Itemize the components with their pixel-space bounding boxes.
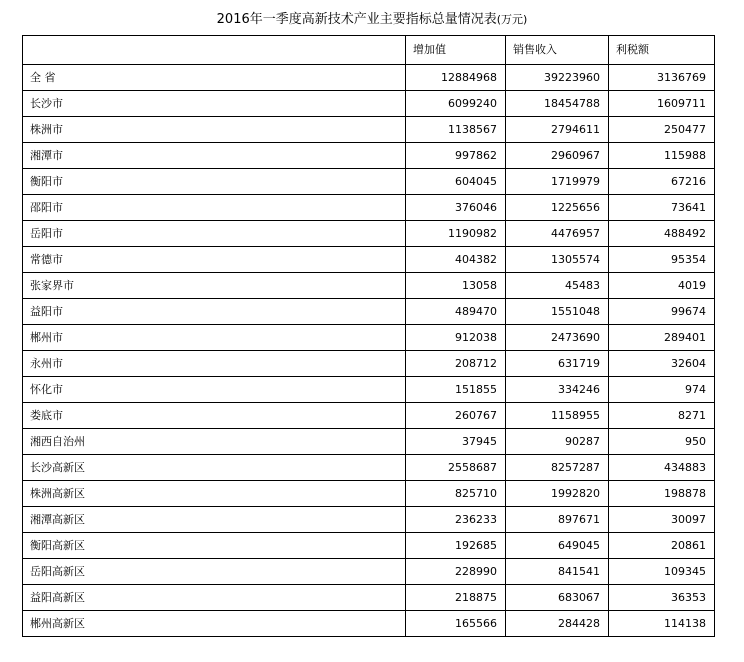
table-row [23, 195, 715, 221]
value-added-cell: 218875 [406, 585, 506, 611]
taxes-cell: 115988 [609, 143, 715, 169]
table-row [23, 585, 715, 611]
region-name-cell: 益阳高新区 [23, 585, 406, 611]
region-name-cell: 衡阳高新区 [23, 533, 406, 559]
value-added-cell: 151855 [406, 377, 506, 403]
sales-revenue-cell: 841541 [506, 559, 609, 585]
sales-revenue-cell: 897671 [506, 507, 609, 533]
value-added-cell: 1138567 [406, 117, 506, 143]
value-added-cell: 37945 [406, 429, 506, 455]
region-name-cell: 邵阳市 [23, 195, 406, 221]
region-name-cell: 怀化市 [23, 377, 406, 403]
region-name-cell: 益阳市 [23, 299, 406, 325]
value-added-cell: 12884968 [406, 65, 506, 91]
sales-revenue-cell: 8257287 [506, 455, 609, 481]
region-name-cell: 郴州市 [23, 325, 406, 351]
table-row [23, 247, 715, 273]
taxes-cell: 974 [609, 377, 715, 403]
table-row [23, 221, 715, 247]
value-added-cell: 997862 [406, 143, 506, 169]
value-added-cell: 604045 [406, 169, 506, 195]
taxes-cell: 4019 [609, 273, 715, 299]
table-row [23, 117, 715, 143]
sales-revenue-cell: 2794611 [506, 117, 609, 143]
sales-revenue-cell: 1225656 [506, 195, 609, 221]
region-name-cell: 湘西自治州 [23, 429, 406, 455]
sales-revenue-cell: 1551048 [506, 299, 609, 325]
taxes-cell: 32604 [609, 351, 715, 377]
table-row [23, 507, 715, 533]
taxes-cell: 30097 [609, 507, 715, 533]
taxes-cell: 198878 [609, 481, 715, 507]
value-added-cell: 13058 [406, 273, 506, 299]
table-title [0, 12, 744, 28]
header-cell-region [23, 36, 406, 65]
region-name-cell: 岳阳高新区 [23, 559, 406, 585]
table-row [23, 559, 715, 585]
value-added-cell: 2558687 [406, 455, 506, 481]
value-added-cell: 165566 [406, 611, 506, 637]
region-name-cell: 衡阳市 [23, 169, 406, 195]
sales-revenue-cell: 284428 [506, 611, 609, 637]
header-cell-sales-revenue: 销售收入 [506, 36, 609, 65]
sales-revenue-cell: 18454788 [506, 91, 609, 117]
header-cell-value-added: 增加值 [406, 36, 506, 65]
value-added-cell: 6099240 [406, 91, 506, 117]
value-added-cell: 376046 [406, 195, 506, 221]
region-name-cell: 株洲高新区 [23, 481, 406, 507]
region-name-cell: 株洲市 [23, 117, 406, 143]
table-row [23, 91, 715, 117]
taxes-cell: 73641 [609, 195, 715, 221]
sales-revenue-cell: 334246 [506, 377, 609, 403]
value-added-cell: 404382 [406, 247, 506, 273]
taxes-cell: 488492 [609, 221, 715, 247]
taxes-cell: 3136769 [609, 65, 715, 91]
value-added-cell: 228990 [406, 559, 506, 585]
table-row [23, 273, 715, 299]
sales-revenue-cell: 683067 [506, 585, 609, 611]
table-row [23, 455, 715, 481]
sales-revenue-cell: 2473690 [506, 325, 609, 351]
sales-revenue-cell: 1992820 [506, 481, 609, 507]
table-row [23, 299, 715, 325]
unit-label: (万元) [496, 13, 528, 26]
taxes-cell: 289401 [609, 325, 715, 351]
table-row [23, 403, 715, 429]
value-added-cell: 825710 [406, 481, 506, 507]
sales-revenue-cell: 1305574 [506, 247, 609, 273]
taxes-cell: 950 [609, 429, 715, 455]
taxes-cell: 36353 [609, 585, 715, 611]
table-row [23, 429, 715, 455]
header-row [23, 36, 715, 65]
taxes-cell: 1609711 [609, 91, 715, 117]
taxes-cell: 114138 [609, 611, 715, 637]
table-row [23, 169, 715, 195]
region-name-cell: 湘潭高新区 [23, 507, 406, 533]
value-added-cell: 260767 [406, 403, 506, 429]
header-cell-taxes: 利税额 [609, 36, 715, 65]
value-added-cell: 912038 [406, 325, 506, 351]
taxes-cell: 109345 [609, 559, 715, 585]
region-name-cell: 长沙高新区 [23, 455, 406, 481]
taxes-cell: 99674 [609, 299, 715, 325]
sales-revenue-cell: 4476957 [506, 221, 609, 247]
sales-revenue-cell: 631719 [506, 351, 609, 377]
value-added-cell: 489470 [406, 299, 506, 325]
table-row [23, 533, 715, 559]
taxes-cell: 20861 [609, 533, 715, 559]
table-row [23, 65, 715, 91]
table-row [23, 143, 715, 169]
sales-revenue-cell: 2960967 [506, 143, 609, 169]
taxes-cell: 67216 [609, 169, 715, 195]
sales-revenue-cell: 90287 [506, 429, 609, 455]
region-name-cell: 娄底市 [23, 403, 406, 429]
region-name-cell: 永州市 [23, 351, 406, 377]
table-row [23, 611, 715, 637]
value-added-cell: 236233 [406, 507, 506, 533]
title-text: 2016年一季度高新技术产业主要指标总量情况表 [216, 12, 497, 27]
region-name-cell: 湘潭市 [23, 143, 406, 169]
taxes-cell: 250477 [609, 117, 715, 143]
region-name-cell: 岳阳市 [23, 221, 406, 247]
taxes-cell: 95354 [609, 247, 715, 273]
value-added-cell: 1190982 [406, 221, 506, 247]
sales-revenue-cell: 39223960 [506, 65, 609, 91]
indicator-table [22, 35, 715, 637]
sales-revenue-cell: 1158955 [506, 403, 609, 429]
table-row [23, 351, 715, 377]
sales-revenue-cell: 45483 [506, 273, 609, 299]
region-name-cell: 全 省 [23, 65, 406, 91]
value-added-cell: 192685 [406, 533, 506, 559]
value-added-cell: 208712 [406, 351, 506, 377]
region-name-cell: 常德市 [23, 247, 406, 273]
taxes-cell: 434883 [609, 455, 715, 481]
table-row [23, 481, 715, 507]
region-name-cell: 长沙市 [23, 91, 406, 117]
region-name-cell: 张家界市 [23, 273, 406, 299]
table-row [23, 325, 715, 351]
sales-revenue-cell: 1719979 [506, 169, 609, 195]
sales-revenue-cell: 649045 [506, 533, 609, 559]
taxes-cell: 8271 [609, 403, 715, 429]
table-row [23, 377, 715, 403]
region-name-cell: 郴州高新区 [23, 611, 406, 637]
